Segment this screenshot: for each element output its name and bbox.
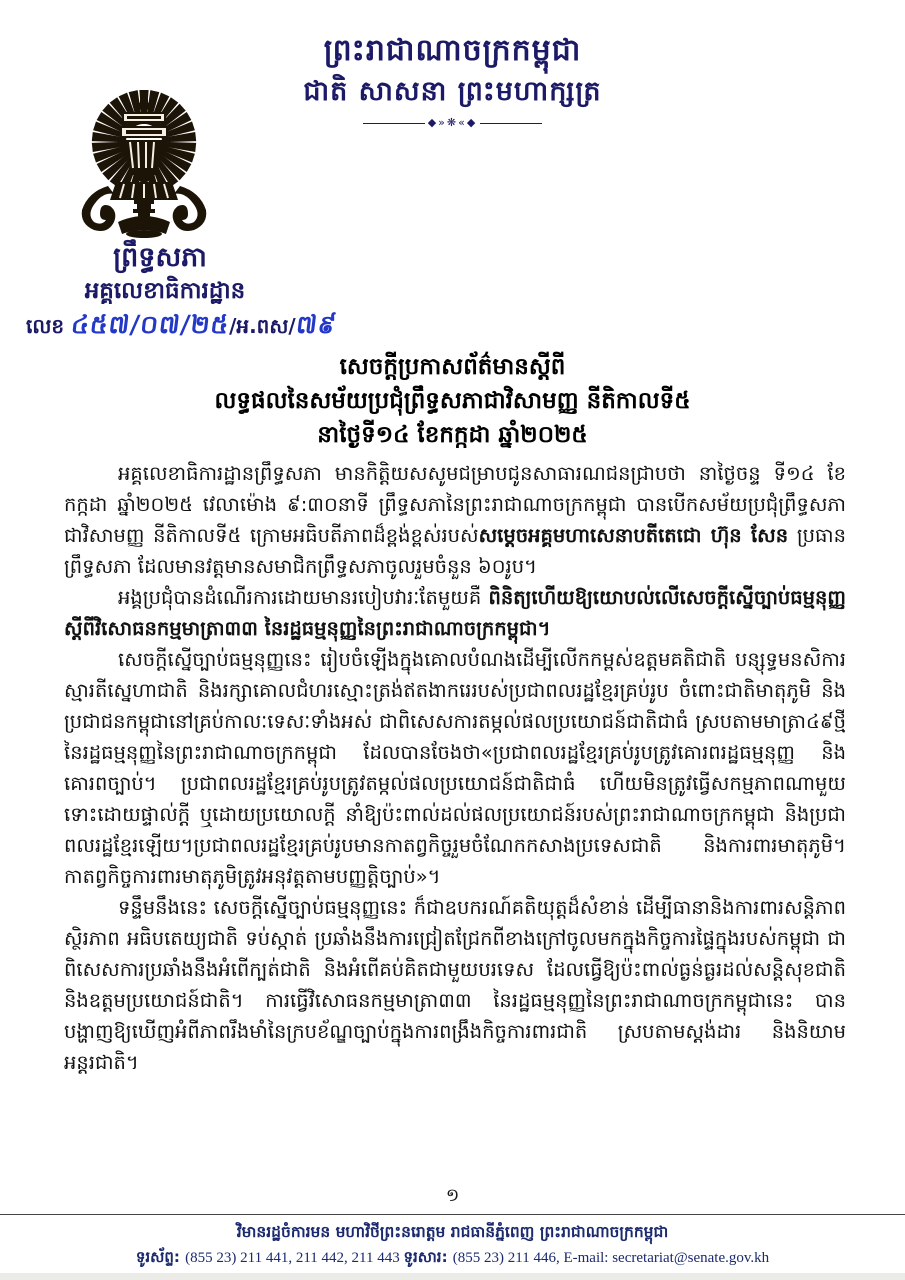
footer [0, 1220, 905, 1270]
footer-address: វិមានរដ្ឋចំការមន មហាវិថីព្រះនរោត្តម រាជធានីភ្នំពេញ ព្រះរាជាណាចក្រកម្ពុជា [236, 1223, 669, 1241]
kingdom-title: ព្រះរាជាណាចក្រកម្ពុជា [323, 33, 582, 68]
divider-line-left [363, 123, 425, 124]
body-paragraph: អង្គប្រជុំបានដំណើរការដោយមានរបៀបវារៈតែមួយគឺ ពិនិត្យហើយឱ្យយោបល់លើសេចក្ដីស្នើច្បាប់ធម្មនុញ្ញ ស្ដីពីវិសោធនកម្មមាត្រា៣៣ នៃរដ្ឋធម្មនុញ្ញនៃព្រះរាជាណាចក្រកម្ពុជា។ [64, 586, 846, 640]
reference-handwritten-tail: ៧៩ [294, 310, 339, 339]
reference-number [26, 310, 446, 346]
footer-contact: ទូរស័ព្ទ: (855 23) 211 441, 211 442, 211 443 ទូរសារ: (855 23) 211 446, E-mail: secretariat@senate.gov.kh [135, 1248, 770, 1266]
reference-handwritten-number: ៤៥៧/០៧/២៥ [69, 310, 232, 339]
title-line-3: នាថ្ងៃទី១៤ ខែកក្កដា ឆ្នាំ២០២៥ [317, 422, 588, 448]
divider-line-right [480, 123, 542, 124]
reference-printed-suffix: /អ.ពស/ [229, 314, 296, 338]
scan-edge-shadow [0, 1273, 905, 1280]
page-number: ១ [445, 1185, 460, 1206]
footer-rule [0, 1214, 905, 1215]
institution-name: ព្រឹទ្ធសភា [113, 242, 207, 273]
divider-ornament-icon: ◆»❋«◆ [427, 116, 478, 129]
reference-label: លេខ [26, 314, 65, 338]
body-paragraph: ទន្ទឹមនឹងនេះ សេចក្ដីស្នើច្បាប់ធម្មនុញ្ញនេះ ក៏ជាឧបករណ៍គតិយុត្តដ៏សំខាន់ ដើម្បីធានានិងការពារសន្តិភាព ស្ថិរភាព អធិបតេយ្យជាតិ ទប់ស្កាត់ ប្រឆាំងនឹងការជ្រៀតជ្រែកពីខាងក្រៅចូលមកក្នុងកិច្ចការផ្ទៃក្នុងរបស់កម្ពុជា ជាពិសេសការប្រឆាំងនឹងអំពើក្បត់ជាតិ និងអំពើគប់គិតជាមួយបរទេស ដែលធ្វើឱ្យប៉ះពាល់ធ្ងន់ធ្ងរដល់សន្តិសុខជាតិ និងឧត្តមប្រយោជន៍ជាតិ។ ការធ្វើវិសោធនកម្មមាត្រា៣៣ នៃរដ្ឋធម្មនុញ្ញនៃព្រះរាជាណាចក្រកម្ពុជានេះ បានបង្ហាញឱ្យឃើញអំពីភាពរឹងមាំនៃក្របខ័ណ្ឌច្បាប់ក្នុងការពង្រឹងកិច្ចការពារជាតិ ស្របតាមស្ដង់ដារ និងនិយាមអន្តរជាតិ។ [64, 896, 846, 1074]
body-paragraph: សេចក្ដីស្នើច្បាប់ធម្មនុញ្ញនេះ រៀបចំឡើងក្នុងគោលបំណងដើម្បីលើកកម្ពស់ឧត្តមគតិជាតិ បន្សុទ្ធមនសិការស្មារតីស្នេហាជាតិ និងរក្សាគោលជំហរស្មោះត្រង់ឥតងាករេរបស់ប្រជាពលរដ្ឋខ្មែរគ្រប់រូប ចំពោះជាតិមាតុភូមិ និងប្រជាជនកម្ពុជានៅគ្រប់កាលៈទេសៈទាំងអស់ ជាពិសេសការតម្កល់ផលប្រយោជន៍ជាតិជាធំ ស្របតាមមាត្រា៤៩ថ្មី នៃរដ្ឋធម្មនុញ្ញនៃព្រះរាជាណាចក្រកម្ពុជា ដែលបានចែងថា«ប្រជាពលរដ្ឋខ្មែរគ្រប់រូបត្រូវគោរពរដ្ឋធម្មនុញ្ញ និងគោរពច្បាប់។ ប្រជាពលរដ្ឋខ្មែរគ្រប់រូបត្រូវតម្កល់ផលប្រយោជន៍ជាតិជាធំ ហើយមិនត្រូវធ្វើសកម្មភាពណាមួយ ទោះដោយផ្ទាល់ក្ដី ឬដោយប្រយោលក្ដី នាំឱ្យប៉ះពាល់ដល់ផលប្រយោជន៍របស់ព្រះរាជាណាចក្រកម្ពុជា និងប្រជាពលរដ្ឋខ្មែរឡើយ។ប្រជាពលរដ្ឋខ្មែរគ្រប់រូបមានកាតព្វកិច្ចរួមចំណែកកសាងប្រទេសជាតិ និងការពារមាតុភូមិ។ កាតព្វកិច្ចការពារមាតុភូមិត្រូវអនុវត្តតាមបញ្ញត្តិច្បាប់»។ [64, 648, 846, 888]
press-release-title [0, 350, 905, 452]
title-line-1: សេចក្ដីប្រកាសព័ត៌មានស្ដីពី [339, 354, 566, 380]
document-body [64, 458, 846, 1078]
national-motto: ជាតិ សាសនា ព្រះមហាក្សត្រ [303, 76, 602, 107]
body-paragraph: អគ្គលេខាធិការដ្ឋានព្រឹទ្ធសភា មានកិត្តិយសសូមជម្រាបជូនសាធារណជនជ្រាបថា នាថ្ងៃចន្ទ ទី១៤ ខែកក្កដា ឆ្នាំ២០២៥ វេលាម៉ោង ៩:៣០នាទី ព្រឹទ្ធសភានៃព្រះរាជាណាចក្រកម្ពុជា បានបើកសម័យប្រជុំព្រឹទ្ធសភាជាវិសាមញ្ញ នីតិកាលទី៥ ក្រោមអធិបតីភាពដ៏ខ្ពង់ខ្ពស់របស់សម្ដេចអគ្គមហាសេនាបតីតេជោ ហ៊ុន សែន ប្រធានព្រឹទ្ធសភា ដែលមានវត្តមានសមាជិកព្រឹទ្ធសភាចូលរួមចំនួន ៦០រូប។ [64, 462, 846, 578]
senate-emblem-icon [70, 82, 218, 238]
secretariat-name: អគ្គលេខាធិការដ្ឋាន [84, 278, 246, 304]
title-line-2: លទ្ធផលនៃសម័យប្រជុំព្រឹទ្ធសភាជាវិសាមញ្ញ នីតិកាលទី៥ [214, 388, 691, 414]
